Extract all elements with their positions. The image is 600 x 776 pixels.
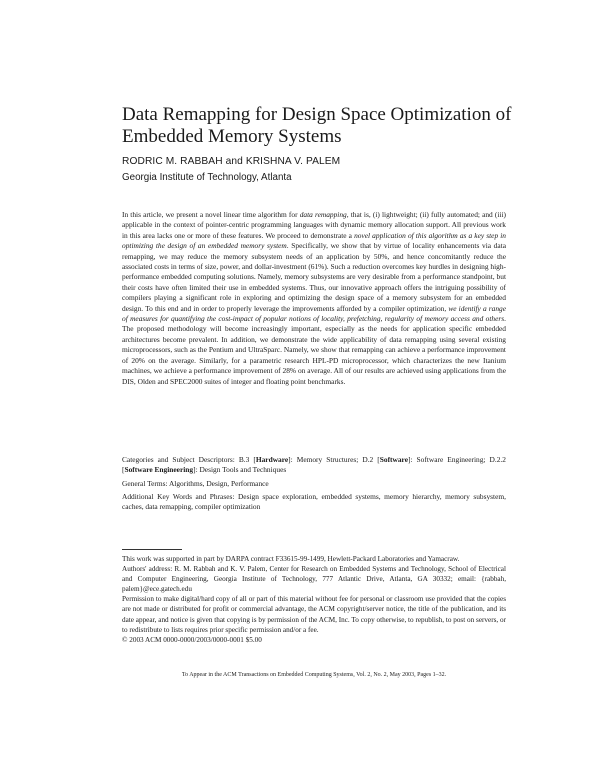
categories-descriptors: Categories and Subject Descriptors: B.3 [Hardware]: Memory Structures; D.2 [Software]: Software Engineering; D.2.2 [Software Engineering]: Design Tools and Techniques [122, 455, 506, 475]
keywords: Additional Key Words and Phrases: Design space exploration, embedded systems, memory hierarchy, memory subsystem, caches, data remapping, compiler optimization [122, 492, 506, 512]
funding-note: This work was supported in part by DARPA contract F33615-99-1499, Hewlett-Packard Laboratories and Yamacraw. [122, 555, 460, 563]
authors-address-note: Authors' address: R. M. Rabbah and K. V. Palem, Center for Research on Embedded Systems and Technology, School of Electrical and Computer Engineering, Georgia Institute of Technology, 777 Atlantic Drive, Atlanta, GA 30332; email: {rabbah, palem}@ece.gatech.edu [122, 565, 506, 594]
footnotes [122, 554, 506, 645]
permission-note: Permission to make digital/hard copy of all or part of this material without fee for personal or classroom use provided that the copies are not made or distributed for profit or commercial advantage, the ACM copyright/server notice, the title of the publication, and its date appear, and notice is given that copying is by permission of the ACM, Inc. To copy otherwise, to republish, to post on servers, or to redistribute to lists requires prior specific permission and/or a fee. [122, 595, 506, 634]
abstract: In this article, we present a novel linear time algorithm for data remapping, that is, (i) lightweight; (ii) fully automated; and (iii) applicable in the context of pointer-centric programming languages with dynamic memory allocation support. All previous work in this area lacks one or more of these features. We proceed to demonstrate a novel application of this algorithm as a key step in optimizing the design of an embedded memory system. Specifically, we show that by virtue of locality enhancements via data remapping, we may reduce the memory subsystem needs of an application by 50%, and hence concomitantly reduce the associated costs in terms of size, power, and dollar-investment (61%). Such a reduction overcomes key hurdles in designing high-performance embedded computing solutions. Namely, memory subsystems are very desirable from a performance standpoint, but their costs have often limited their use in embedded systems. Thus, our innovative approach offers the intriguing possibility of compilers playing a significant role in exploring and optimizing the design space of a memory subsystem for an embedded design. To this end and in order to properly leverage the improvements afforded by a compiler optimization, we identify a range of measures for quantifying the cost-impact of popular notions of locality, prefetching, regularity of memory access and others. The proposed methodology will become increasingly important, especially as the needs for application specific embedded architectures become prevalent. In addition, we demonstrate the wide applicability of data remapping using several existing microprocessors, such as the Pentium and UltraSparc. Namely, we show that remapping can achieve a performance improvement of 20% on the average. Similarly, for a parametric research HPL-PD microprocessor, which characterizes the new Itanium machines, we achieve a performance improvement of 28% on average. All of our results are achieved using applications from the DIS, Olden and SPEC2000 suites of integer and floating point benchmarks. [122, 210, 507, 386]
footnote-rule [122, 549, 182, 550]
running-footer: To Appear in the ACM Transactions on Embedded Computing Systems, Vol. 2, No. 2, May 2003, Pages 1–32. [181, 672, 447, 678]
general-terms: General Terms: Algorithms, Design, Performance [122, 479, 269, 488]
author-list: RODRIC M. RABBAH and KRISHNA V. PALEM [122, 156, 341, 167]
copyright-note: © 2003 ACM 0000-0000/2003/0000-0001 $5.00 [122, 635, 262, 644]
paper-title: Data Remapping for Design Space Optimization of Embedded Memory Systems [122, 104, 512, 147]
affiliation: Georgia Institute of Technology, Atlanta [122, 172, 292, 183]
